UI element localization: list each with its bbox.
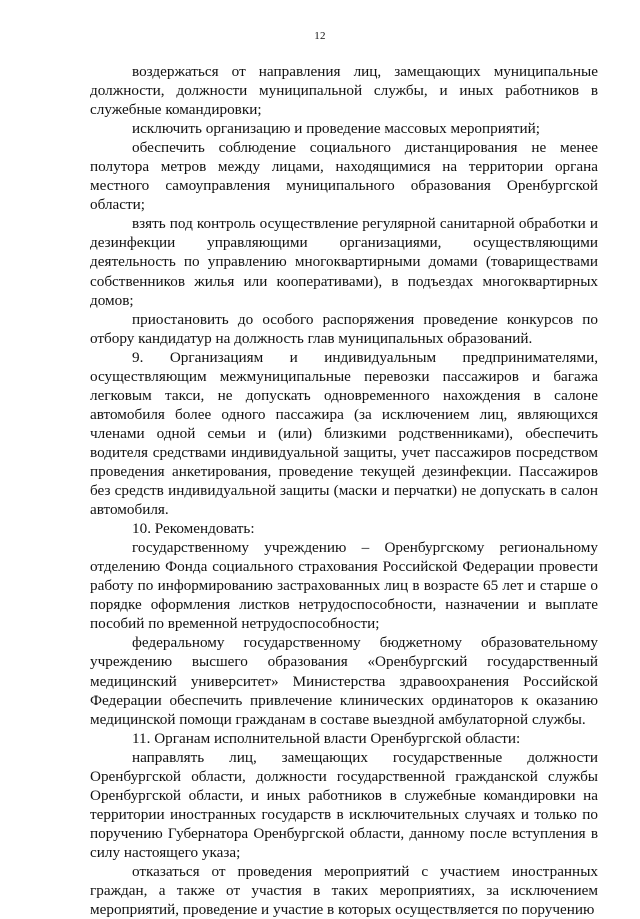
paragraph-item-9: 9. Организациям и индивидуальным предпринимателями, осуществляющим межмуниципальные перевозки пассажиров и багажа легковым такси, не допускать одновременного нахождения в салоне автомобиля более одного пассажира (за исключением лиц, являющихся членами одной семьи и (или) близкими родственниками), обеспечить водителя средствами индивидуальной защиты, учет пассажиров посредством проведения анкетирования, проведение текущей дезинфекции. Пассажиров без средств индивидуальной защиты (маски и перчатки) не допускать в салон автомобиля. xyxy=(90,348,598,519)
paragraph: отказаться от проведения мероприятий с участием иностранных граждан, а также от участия в таких мероприятиях, за исключением мероприятий, проведение и участие в которых осуществляется по поручению xyxy=(90,862,598,919)
paragraph: федеральному государственному бюджетному образовательному учреждению высшего образования «Оренбургский государственный медицинский университет» Министерства здравоохранения Российской Федерации обеспечить привлечение клинических ординаторов к оказанию медицинской помощи гражданам в составе выездной амбулаторной службы. xyxy=(90,634,598,728)
document-body xyxy=(90,62,598,919)
paragraph: обеспечить соблюдение социального дистанцирования не менее полутора метров между лицами, находящимися на территории органа местного самоуправления муниципального образования Оренбургской области; xyxy=(90,139,598,214)
paragraph: государственному учреждению – Оренбургскому региональному отделению Фонда социального страхования Российской Федерации провести работу по информированию застрахованных лиц в возрасте 65 лет и старше о порядке оформления листков нетрудоспособности, назначении и выплате пособий по временной нетрудоспособности; xyxy=(90,539,598,633)
paragraph: направлять лиц, замещающих государственные должности Оренбургской области, должности государственной гражданской службы Оренбургской области, и иных работников в служебные командировки на территории иностранных государств в исключительных случаях и только по поручению Губернатора Оренбургской области, данному после вступления в силу настоящего указа; xyxy=(90,748,598,861)
paragraph-item-11: 11. Органам исполнительной власти Оренбургской области: xyxy=(132,729,521,747)
paragraph: приостановить до особого распоряжения проведение конкурсов по отбору кандидатур на должность глав муниципальных образований. xyxy=(90,310,598,347)
paragraph: воздержаться от направления лиц, замещающих муниципальные должности, должности муниципальной службы, и иных работников в служебные командировки; xyxy=(90,63,598,119)
page-number: 12 xyxy=(314,30,326,42)
paragraph: взять под контроль осуществление регулярной санитарной обработки и дезинфекции управляющими организациями, осуществляющими деятельность по управлению многоквартирными домами (товариществами собственников жилья или кооперативами), в подъездах многоквартирных домов; xyxy=(90,215,598,309)
paragraph-item-10: 10. Рекомендовать: xyxy=(132,520,255,538)
paragraph: исключить организацию и проведение массовых мероприятий; xyxy=(132,120,540,138)
